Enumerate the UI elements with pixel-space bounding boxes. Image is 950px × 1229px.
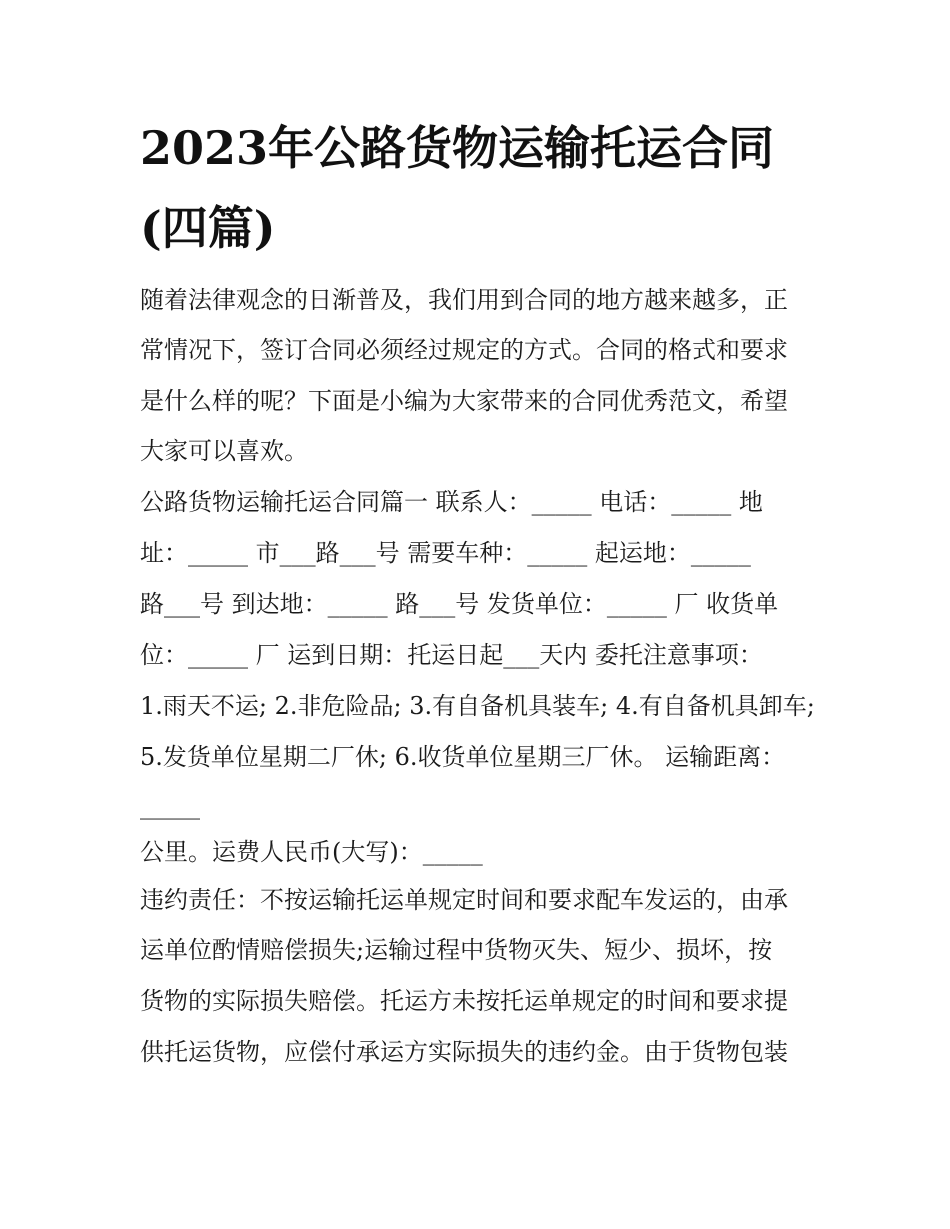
body-line-7: 路___号 到达地：_____ 路___号 发货单位：_____ 厂 收货单 bbox=[140, 590, 779, 618]
body-line-10: 5.发货单位星期二厂休; 6.收货单位星期三厂休。 运输距离： bbox=[140, 743, 786, 771]
document-title-line-1: 2023年公路货物运输托运合同 bbox=[140, 121, 775, 175]
body-line-11: _____ bbox=[140, 792, 200, 820]
body-line-3: 是什么样的呢？下面是小编为大家带来的合同优秀范文，希望 bbox=[140, 387, 788, 415]
body-line-5: 公路货物运输托运合同篇一 联系人：_____ 电话：_____ 地 bbox=[140, 488, 763, 516]
body-line-14: 运单位酌情赔偿损失;运输过程中货物灭失、短少、损坏，按 bbox=[140, 936, 773, 964]
body-line-2: 常情况下，签订合同必须经过规定的方式。合同的格式和要求 bbox=[140, 336, 788, 364]
body-line-9: 1.雨天不运; 2.非危险品; 3.有自备机具装车; 4.有自备机具卸车; bbox=[140, 692, 815, 720]
body-line-1: 随着法律观念的日渐普及，我们用到合同的地方越来越多，正 bbox=[140, 286, 788, 314]
document-title-line-2: (四篇) bbox=[140, 201, 276, 255]
body-line-13: 违约责任：不按运输托运单规定时间和要求配车发运的，由承 bbox=[140, 886, 788, 914]
body-line-12: 公里。运费人民币(大写)：_____ bbox=[140, 838, 483, 866]
body-line-4: 大家可以喜欢。 bbox=[140, 437, 308, 465]
body-line-8: 位：_____ 厂 运到日期：托运日起___天内 委托注意事项： bbox=[140, 641, 763, 669]
body-line-15: 货物的实际损失赔偿。托运方未按托运单规定的时间和要求提 bbox=[140, 987, 788, 1015]
body-line-16: 供托运货物，应偿付承运方实际损失的违约金。由于货物包装 bbox=[140, 1038, 788, 1066]
body-line-6: 址：_____ 市___路___号 需要车种：_____ 起运地：_____ bbox=[140, 539, 751, 567]
